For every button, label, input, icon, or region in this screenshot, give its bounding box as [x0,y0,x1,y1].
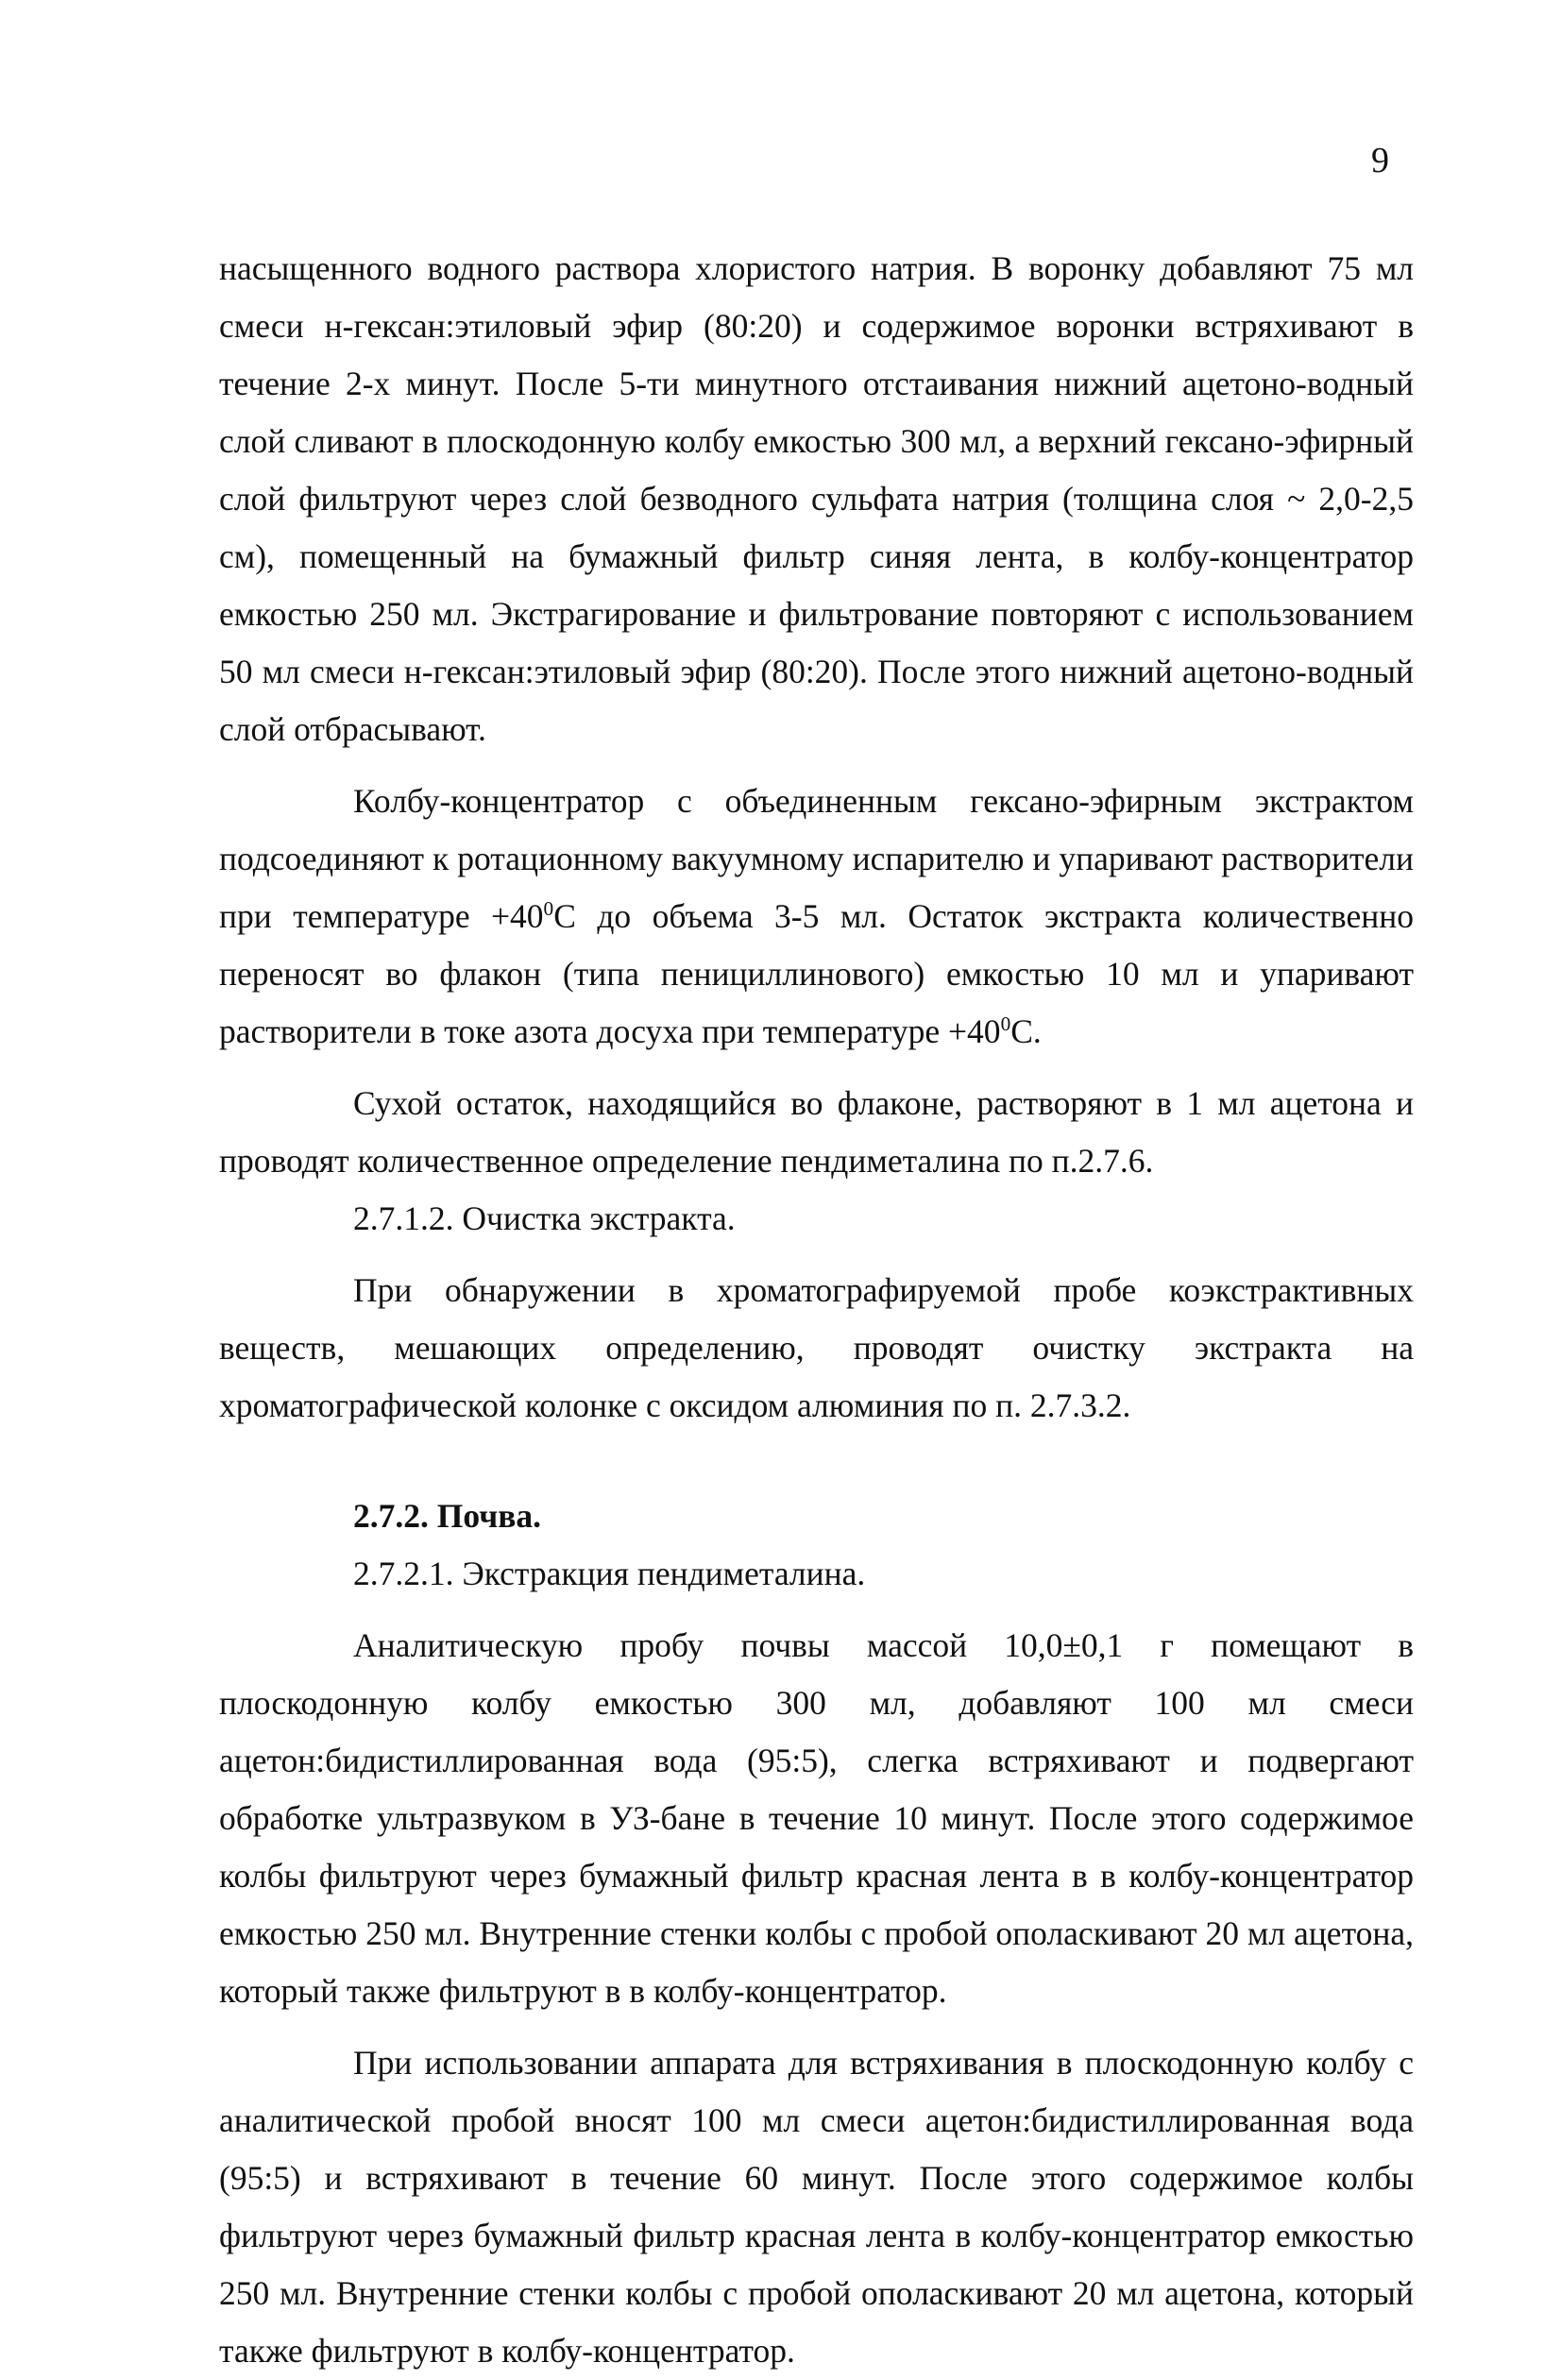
degree-superscript: 0 [1000,1012,1011,1036]
paragraph-2-part-b: С до объема 3-5 мл. Остаток экстракта количественно переносят во флакон (типа пенициллинового) емкостью 10 мл и упаривают растворители в токе азота досуха при температуре +40 [219,897,1414,1050]
section-heading-2-7-1-2: 2.7.1.2. Очистка экстракта. [353,1199,736,1237]
paragraph-2-part-a: Колбу-концентратор с объединенным гексано-эфирным экстрактом подсоединяют к ротационному вакуумному испарителю и упаривают растворители при температуре +40 [219,782,1414,935]
paragraph-1: насыщенного водного раствора хлористого натрия. В воронку добавляют 75 мл смеси н-гексан:этиловый эфир (80:20) и содержимое воронки встряхивают в течение 2-х минут. После 5-ти минутного отстаивания нижний ацетоно-водный слой сливают в плоскодонную колбу емкостью 300 мл, а верхний гексано-эфирный слой фильтруют через слой безводного сульфата натрия (толщина слоя ~ 2,0-2,5 см), помещенный на бумажный фильтр синяя лента, в колбу-концентратор емкостью 250 мл. Экстрагирование и фильтрование повторяют с использованием 50 мл смеси н-гексан:этиловый эфир (80:20). После этого нижний ацетоно-водный слой отбрасывают. [219,249,1414,748]
paragraph-6: При использовании аппарата для встряхивания в плоскодонную колбу с аналитической пробой вносят 100 мл смеси ацетон:бидистиллированная вода (95:5) и встряхивают в течение 60 минут. После этого содержимое колбы фильтруют через бумажный фильтр красная лента в колбу-концентратор емкостью 250 мл. Внутренние стенки колбы с пробой ополаскивают 20 мл ацетона, который также фильтруют в колбу-концентратор. [219,2044,1414,2370]
paragraph-5: Аналитическую пробу почвы массой 10,0±0,1 г помещают в плоскодонную колбу емкостью 300 мл, добавляют 100 мл смеси ацетон:бидистиллированная вода (95:5), слегка встряхивают и подвергают обработке ультразвуком в УЗ-бане в течение 10 минут. После этого содержимое колбы фильтруют через бумажный фильтр красная лента в в колбу-концентратор емкостью 250 мл. Внутренние стенки колбы с пробой ополаскивают 20 мл ацетона, который также фильтруют в в колбу-концентратор. [219,1626,1414,2010]
section-heading-2-7-2: 2.7.2. Почва. [353,1497,542,1535]
page-number: 9 [1371,141,1389,180]
paragraph-4: При обнаружении в хроматографируемой пробе коэкстрактивных веществ, мешающих определению, проводят очистку экстракта на хроматографической колонке с оксидом алюминия по п. 2.7.3.2. [219,1271,1414,1424]
paragraph-2-part-c: С. [1010,1012,1042,1050]
paragraph-3: Сухой остаток, находящийся во флаконе, растворяют в 1 мл ацетона и проводят количественное определение пендиметалина по п.2.7.6. [219,1084,1414,1180]
section-heading-2-7-2-1: 2.7.2.1. Экстракция пендиметалина. [353,1555,866,1592]
paragraph-2 [219,773,1414,1061]
degree-superscript: 0 [543,897,554,921]
document-body [219,240,1414,2380]
